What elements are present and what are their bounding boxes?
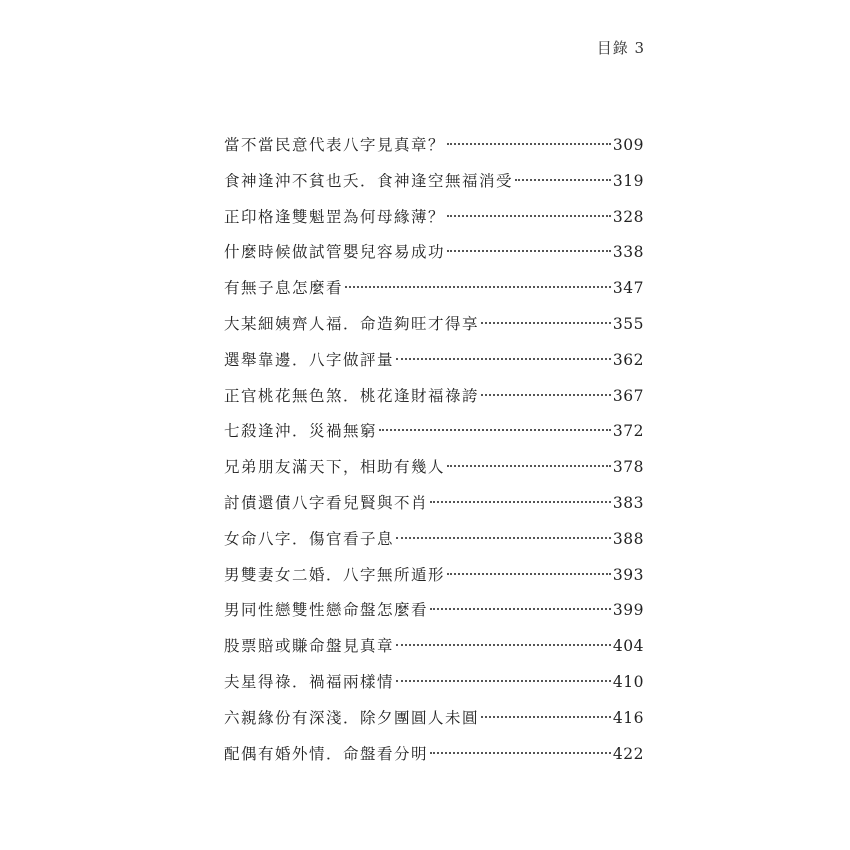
toc-entry-page: 328 (612, 207, 644, 226)
toc-entry-page: 388 (612, 529, 644, 548)
toc-entry (224, 486, 644, 522)
dot-leader (345, 286, 611, 288)
toc-entry-title: 選舉靠邊．八字做評量 (224, 350, 395, 369)
toc-entry-page: 404 (612, 637, 644, 656)
toc-entry (224, 379, 644, 415)
dot-leader (447, 573, 611, 575)
toc-entry-title: 什麼時候做試管嬰兒容易成功 (224, 243, 446, 262)
dot-leader (430, 752, 611, 754)
toc-entry-page: 422 (612, 744, 644, 763)
dot-leader (447, 465, 611, 467)
toc-entry (224, 343, 644, 379)
toc-entry-title: 六親緣份有深淺．除夕團圓人未圓 (224, 708, 480, 727)
toc-entry-title: 七殺逢沖．災禍無窮 (224, 422, 378, 441)
toc-entry-page: 309 (612, 136, 644, 154)
toc-entry-title: 正官桃花無色煞．桃花逢財福祿誇 (224, 386, 480, 405)
toc-entry-page: 378 (612, 458, 644, 477)
toc-entry-title: 有無子息怎麼看 (224, 279, 344, 298)
dot-leader (396, 358, 611, 360)
toc-entry (224, 593, 644, 629)
toc-entry-title: 女命八字．傷官看子息 (224, 529, 395, 548)
dot-leader (481, 322, 611, 324)
toc-entry-page: 416 (612, 708, 644, 727)
toc-entry-page: 393 (612, 565, 644, 584)
running-header: 目錄 3 (596, 39, 645, 57)
dot-leader (447, 143, 611, 145)
toc-entry (224, 737, 644, 773)
toc-entry-title: 夫星得祿．禍福兩樣情 (224, 672, 395, 691)
toc-entry-page: 372 (612, 422, 644, 441)
toc-entry (224, 307, 644, 343)
toc-entry-page: 383 (612, 493, 644, 512)
toc-entry-title: 股票賠或賺命盤見真章 (224, 637, 395, 656)
dot-leader (430, 608, 611, 610)
toc-entry-title: 食神逢沖不貧也夭．食神逢空無福消受 (224, 171, 514, 190)
toc-entry (224, 665, 644, 701)
toc-entry (224, 235, 644, 271)
toc-entry (224, 414, 644, 450)
toc-entry-page: 355 (612, 314, 644, 333)
toc-entry (224, 200, 644, 236)
toc-entry-title: 兄弟朋友滿天下，相助有幾人 (224, 458, 446, 477)
toc-entry (224, 558, 644, 594)
dot-leader (379, 429, 611, 431)
toc-entry (224, 271, 644, 307)
toc-entry-page: 362 (612, 350, 644, 369)
toc-entry (224, 701, 644, 737)
dot-leader (447, 215, 611, 217)
dot-leader (396, 644, 611, 646)
table-of-contents (224, 128, 644, 772)
toc-entry-page: 319 (612, 171, 644, 190)
toc-entry-title: 當不當民意代表八字見真章？ (224, 136, 446, 154)
dot-leader (515, 179, 611, 181)
dot-leader (430, 501, 611, 503)
toc-entry-page: 367 (612, 386, 644, 405)
toc-entry-title: 男同性戀雙性戀命盤怎麼看 (224, 601, 429, 620)
toc-entry-title: 男雙妻女二婚．八字無所遁形 (224, 565, 446, 584)
dot-leader (481, 716, 611, 718)
toc-entry (224, 128, 644, 164)
toc-entry-page: 347 (612, 279, 644, 298)
toc-entry (224, 629, 644, 665)
toc-entry-page: 410 (612, 672, 644, 691)
toc-entry-page: 399 (612, 601, 644, 620)
toc-entry (224, 522, 644, 558)
toc-entry (224, 164, 644, 200)
toc-entry (224, 450, 644, 486)
toc-entry-title: 大某細姨齊人福．命造夠旺才得享 (224, 314, 480, 333)
toc-entry-title: 正印格逢雙魁罡為何母緣薄？ (224, 207, 446, 226)
dot-leader (396, 537, 611, 539)
toc-entry-title: 討債還債八字看兒賢與不肖 (224, 493, 429, 512)
dot-leader (481, 394, 611, 396)
toc-entry-title: 配偶有婚外情．命盤看分明 (224, 744, 429, 763)
toc-entry-page: 338 (612, 243, 644, 262)
dot-leader (447, 250, 611, 252)
dot-leader (396, 680, 611, 682)
